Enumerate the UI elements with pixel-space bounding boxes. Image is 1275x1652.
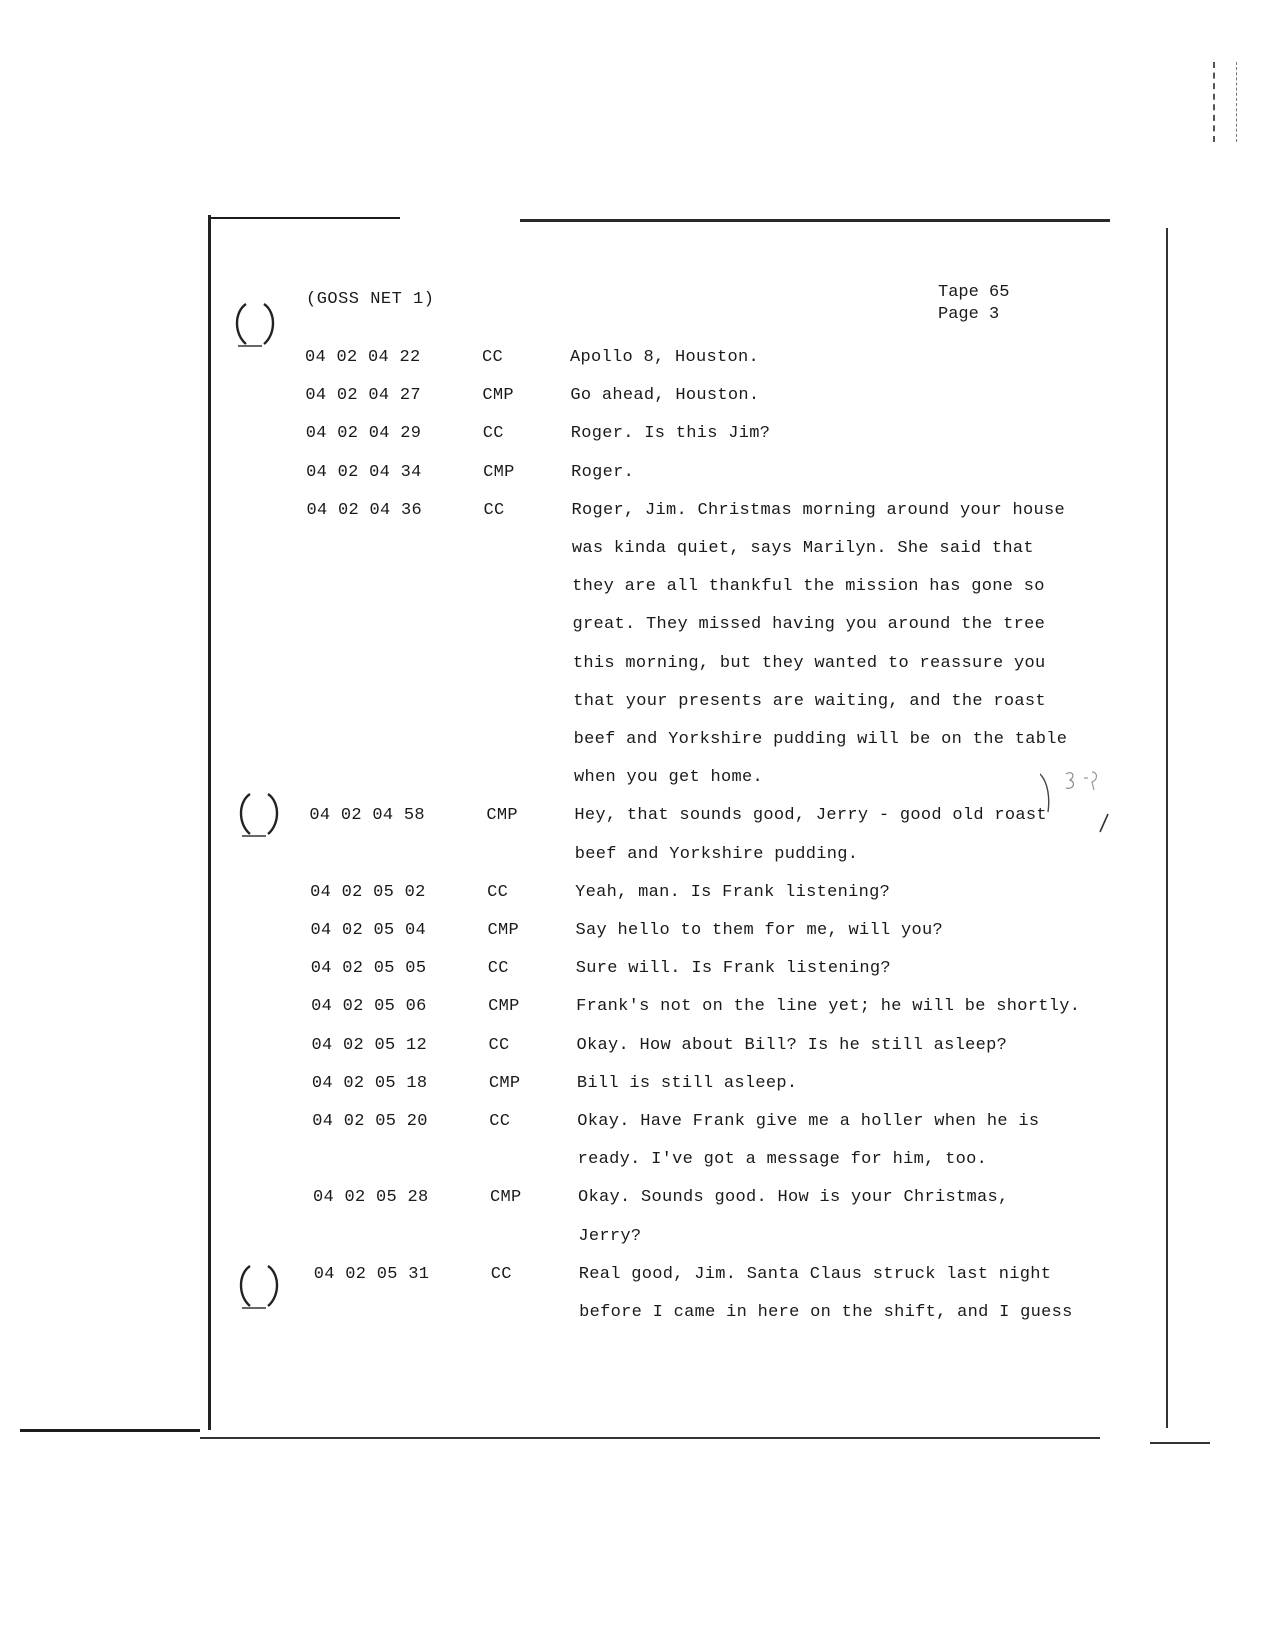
dialogue-line: Roger. Is this Jim? [570,424,771,444]
dialogue-line: Roger. [571,462,635,482]
frame-rule-bottom [1150,1442,1210,1444]
dialogue-line: Go ahead, Houston. [570,386,760,406]
timestamp: 04 02 05 02 [310,882,426,902]
timestamp: 04 02 05 04 [310,921,426,940]
tape-number: Tape 65 [938,283,1010,302]
dialogue-line: great. They missed having you around the tree [572,615,1046,635]
frame-rule-top [520,219,1110,222]
speaker-code: CC [482,424,504,444]
dialogue-line: they are all thankful the mission has gone so [572,577,1045,597]
dialogue-line: Okay. Have Frank give me a holler when he is [577,1112,1040,1131]
timestamp: 04 02 05 05 [310,959,427,979]
speaker-code: CC [483,500,505,520]
page-number: Page 3 [938,305,1000,324]
dialogue-line: beef and Yorkshire pudding. [574,844,859,864]
speaker-code: CC [487,882,509,902]
timestamp: 04 02 05 20 [312,1112,428,1131]
timestamp: 04 02 05 28 [312,1188,429,1208]
binder-hole-icon [232,300,274,340]
timestamp: 04 02 04 27 [305,386,421,406]
dialogue-line: Jerry? [578,1226,642,1246]
dialogue-line: Okay. Sounds good. How is your Christmas, [577,1188,1009,1208]
speaker-code: CMP [489,1188,522,1208]
dialogue-line: ready. I've got a message for him, too. [577,1150,988,1170]
frame-rule-left [208,215,211,1430]
dialogue-line: Sure will. Is Frank listening? [575,959,891,979]
dialogue-line: Real good, Jim. Santa Claus struck last night [578,1264,1052,1284]
dialogue-line: Bill is still asleep. [576,1073,798,1093]
frame-rule-top [210,217,400,219]
frame-rule-right [1166,228,1168,1428]
network-label: (GOSS NET 1) [306,290,435,309]
dialogue-line: when you get home. [573,768,764,788]
dialogue-line: Okay. How about Bill? Is he still asleep? [576,1035,1008,1055]
speaker-code: CC [487,959,509,979]
timestamp: 04 02 04 34 [306,462,422,482]
speaker-code: CMP [482,386,514,406]
speaker-code: CMP [486,806,518,826]
dialogue-line: Yeah, man. Is Frank listening? [575,882,891,902]
handwritten-annotation-icon [1040,768,1140,838]
speaker-code: CMP [483,462,515,482]
timestamp: 04 02 04 36 [306,500,422,520]
speaker-code: CMP [487,921,519,940]
frame-rule-bottom [200,1437,1100,1439]
timestamp: 04 02 05 18 [311,1073,428,1093]
tape-page-label [938,282,1009,326]
timestamp: 04 02 05 06 [311,997,427,1017]
speaker-code: CMP [488,1073,521,1093]
speaker-code: CC [488,1035,510,1055]
timestamp: 04 02 04 29 [305,424,422,444]
dialogue-line: Frank's not on the line yet; he will be shortly. [576,997,1081,1017]
timestamp: 04 02 05 12 [311,1035,428,1055]
dialogue-line: Roger, Jim. Christmas morning around your house [571,500,1066,520]
timestamp: 04 02 04 58 [309,806,425,826]
timestamp: 04 02 05 31 [313,1264,430,1284]
scan-corner-mark [1213,62,1237,142]
dialogue-line: before I came in here on the shift, and I guess [579,1303,1073,1322]
dialogue-line: beef and Yorkshire pudding will be on the table [573,730,1068,749]
dialogue-line: that your presents are waiting, and the roast [573,691,1046,711]
speaker-code: CC [482,348,504,367]
binder-hole-icon [236,1262,278,1302]
dialogue-line: Hey, that sounds good, Jerry - good old roast [574,806,1047,826]
dialogue-line: Say hello to them for me, will you? [575,921,943,940]
frame-rule-bottom [20,1429,200,1432]
binder-hole-icon [236,790,278,830]
speaker-code: CC [490,1264,512,1284]
dialogue-line: this morning, but they wanted to reassure you [572,653,1046,673]
dialogue-line: Apollo 8, Houston. [570,348,760,367]
speaker-code: CMP [488,997,520,1017]
speaker-code: CC [489,1112,511,1131]
dialogue-line: was kinda quiet, says Marilyn. She said that [571,539,1034,558]
timestamp: 04 02 04 22 [305,348,421,367]
